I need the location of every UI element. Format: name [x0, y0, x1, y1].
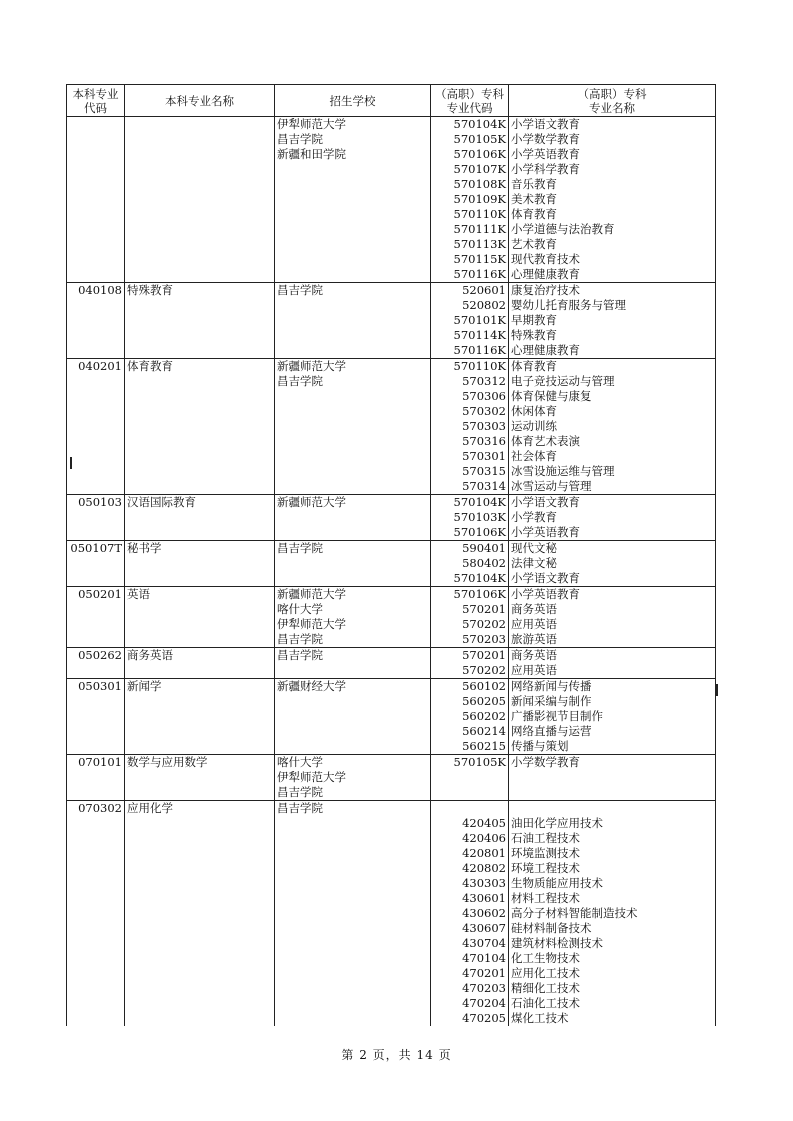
- school-name: 昌吉学院: [277, 283, 323, 297]
- vocational-name: 法律文秘: [511, 556, 557, 570]
- undergrad-name-cell: [125, 117, 275, 283]
- vocational-code-cell: [431, 648, 509, 679]
- vocational-name: 小学数学教育: [511, 755, 580, 769]
- vocational-name: 小学语文教育: [511, 495, 580, 509]
- vocational-code: 520601: [462, 283, 506, 297]
- page-footer: 第 2 页，共 14 页: [341, 1048, 452, 1062]
- vocational-name: 石油化工技术: [511, 996, 580, 1010]
- vocational-code: 570312: [462, 374, 506, 388]
- vocational-name: 体育保健与康复: [511, 389, 592, 403]
- undergrad-name-cell: [125, 755, 275, 801]
- vocational-code: 570106K: [453, 147, 506, 161]
- vocational-code: 570316: [462, 434, 506, 448]
- school-name: 昌吉学院: [277, 374, 323, 388]
- school-name: 喀什大学: [277, 602, 323, 616]
- vocational-code: 570104K: [453, 571, 506, 585]
- vocational-name: 康复治疗技术: [511, 283, 580, 297]
- school-cell: [275, 587, 431, 648]
- vocational-code: 570202: [462, 617, 506, 631]
- school-cell: [275, 117, 431, 283]
- school-name: 新疆师范大学: [277, 359, 346, 373]
- vocational-name: 社会体育: [511, 449, 557, 463]
- school-cell: [275, 801, 431, 1027]
- vocational-code: 570116K: [453, 267, 506, 281]
- vocational-name: 冰雪运动与管理: [511, 479, 592, 493]
- undergrad-name: [127, 117, 274, 132]
- vocational-code: 570301: [462, 449, 506, 463]
- vocational-name: 体育教育: [511, 207, 557, 221]
- vocational-name: 运动训练: [511, 419, 557, 433]
- vocational-name: 特殊教育: [511, 328, 557, 342]
- vocational-code: 570109K: [453, 192, 506, 206]
- vocational-name: 小学语文教育: [511, 117, 580, 131]
- school-name: 新疆和田学院: [277, 147, 346, 161]
- school-name: 伊犁师范大学: [277, 770, 346, 784]
- vocational-name-cell: [509, 359, 716, 495]
- table-row: [67, 541, 716, 587]
- vocational-name: 小学英语教育: [511, 147, 580, 161]
- vocational-name: 应用化工技术: [511, 966, 580, 980]
- undergrad-name-cell: [125, 359, 275, 495]
- undergrad-name: 数学与应用数学: [127, 755, 208, 769]
- vocational-name: 心理健康教育: [511, 267, 580, 281]
- undergrad-code-cell: [67, 587, 125, 648]
- undergrad-code: [67, 117, 122, 132]
- undergrad-code-cell: [67, 495, 125, 541]
- vocational-code: 570115K: [453, 252, 506, 266]
- vocational-code: 570201: [462, 602, 506, 616]
- vocational-name: 油田化学应用技术: [511, 816, 603, 830]
- vocational-code: 570106K: [453, 525, 506, 539]
- vocational-code: 420405: [462, 816, 506, 830]
- undergrad-name-cell: [125, 801, 275, 1027]
- vocational-code: 570201: [462, 648, 506, 662]
- vocational-name-cell: [509, 648, 716, 679]
- undergrad-code-cell: [67, 359, 125, 495]
- vocational-name: 休闲体育: [511, 404, 557, 418]
- vocational-code-cell: [431, 359, 509, 495]
- vocational-code: [431, 801, 506, 816]
- school-name: 昌吉学院: [277, 132, 323, 146]
- undergrad-name-cell: [125, 283, 275, 359]
- vocational-code-cell: [431, 541, 509, 587]
- vocational-code: 560202: [462, 709, 506, 723]
- vocational-name: 商务英语: [511, 648, 557, 662]
- vocational-name: 建筑材料检测技术: [511, 936, 603, 950]
- undergrad-code-cell: [67, 117, 125, 283]
- vocational-name: 网络直播与运营: [511, 724, 592, 738]
- table-row: [67, 755, 716, 801]
- vocational-name: 环境工程技术: [511, 861, 580, 875]
- vocational-name: 小学教育: [511, 510, 557, 524]
- undergrad-name: 秘书学: [127, 541, 162, 555]
- vocational-code: 430602: [462, 906, 506, 920]
- vocational-name-cell: [509, 541, 716, 587]
- vocational-name-cell: [509, 117, 716, 283]
- vocational-name: 硅材料制备技术: [511, 921, 592, 935]
- vocational-name: 商务英语: [511, 602, 557, 616]
- school-name: 伊犁师范大学: [277, 617, 346, 631]
- vocational-code: 430704: [462, 936, 506, 950]
- vocational-name: 艺术教育: [511, 237, 557, 251]
- vocational-code: 570113K: [453, 237, 506, 251]
- vocational-name-cell: [509, 679, 716, 755]
- vocational-code-cell: [431, 283, 509, 359]
- vocational-code: 420406: [462, 831, 506, 845]
- header-zcode: （高职）专科 专业代码: [431, 85, 509, 117]
- vocational-code: 560215: [462, 739, 506, 753]
- vocational-code: 570105K: [453, 132, 506, 146]
- table-row: [67, 648, 716, 679]
- vocational-code: 570314: [462, 479, 506, 493]
- vocational-name: 化工生物技术: [511, 951, 580, 965]
- vocational-code: 570203: [462, 632, 506, 646]
- undergrad-code: 050262: [78, 648, 122, 662]
- undergrad-code-cell: [67, 541, 125, 587]
- vocational-code: 560214: [462, 724, 506, 738]
- vocational-name: 网络新闻与传播: [511, 679, 592, 693]
- header-school: 招生学校: [275, 85, 431, 117]
- vocational-name: 旅游英语: [511, 632, 557, 646]
- vocational-name: 小学道德与法治教育: [511, 222, 615, 236]
- vocational-name: 小学英语教育: [511, 587, 580, 601]
- vocational-code: 470203: [462, 981, 506, 995]
- table-row: [67, 679, 716, 755]
- undergrad-name: 体育教育: [127, 359, 173, 373]
- undergrad-name: 新闻学: [127, 679, 162, 693]
- scan-mark: [70, 457, 72, 469]
- undergrad-code: 050201: [78, 587, 122, 601]
- vocational-name: 婴幼儿托育服务与管理: [511, 298, 626, 312]
- vocational-name: 冰雪设施运维与管理: [511, 464, 615, 478]
- undergrad-name-cell: [125, 587, 275, 648]
- vocational-name: 材料工程技术: [511, 891, 580, 905]
- school-cell: [275, 679, 431, 755]
- undergrad-code: 070302: [78, 801, 122, 815]
- undergrad-code-cell: [67, 679, 125, 755]
- vocational-name: 应用英语: [511, 617, 557, 631]
- vocational-code: 570103K: [453, 510, 506, 524]
- vocational-code: 570108K: [453, 177, 506, 191]
- school-name: 新疆财经大学: [277, 679, 346, 693]
- undergrad-code-cell: [67, 755, 125, 801]
- undergrad-name: 商务英语: [127, 648, 173, 662]
- vocational-code: 570116K: [453, 343, 506, 357]
- vocational-name: 早期教育: [511, 313, 557, 327]
- vocational-name: 美术教育: [511, 192, 557, 206]
- table-body: [67, 117, 716, 1027]
- vocational-code: 570106K: [453, 587, 506, 601]
- vocational-code: 570107K: [453, 162, 506, 176]
- undergrad-code: 050103: [78, 495, 122, 509]
- vocational-code: 470201: [462, 966, 506, 980]
- vocational-name: 传播与策划: [511, 739, 569, 753]
- vocational-code: 470205: [462, 1011, 506, 1025]
- scan-mark: [716, 684, 718, 696]
- vocational-name: 石油工程技术: [511, 831, 580, 845]
- undergrad-code: 050107T: [70, 541, 122, 555]
- majors-table: [66, 84, 716, 1026]
- vocational-name-cell: [509, 801, 716, 1027]
- undergrad-code: 070101: [78, 755, 122, 769]
- undergrad-name-cell: [125, 495, 275, 541]
- vocational-code: 430601: [462, 891, 506, 905]
- vocational-code: 590401: [462, 541, 506, 555]
- table-row: [67, 495, 716, 541]
- undergrad-code: 040201: [78, 359, 122, 373]
- school-name: 昌吉学院: [277, 801, 323, 815]
- vocational-name: 音乐教育: [511, 177, 557, 191]
- vocational-code: 570111K: [453, 222, 506, 236]
- school-cell: [275, 541, 431, 587]
- vocational-name: 小学语文教育: [511, 571, 580, 585]
- vocational-name: 体育艺术表演: [511, 434, 580, 448]
- vocational-code: 520802: [462, 298, 506, 312]
- vocational-code: 430607: [462, 921, 506, 935]
- school-name: 伊犁师范大学: [277, 117, 346, 131]
- table-row: [67, 587, 716, 648]
- vocational-code: 570306: [462, 389, 506, 403]
- vocational-name: 精细化工技术: [511, 981, 580, 995]
- vocational-code-cell: [431, 801, 509, 1027]
- undergrad-name-cell: [125, 679, 275, 755]
- vocational-name: 高分子材料智能制造技术: [511, 906, 638, 920]
- vocational-name: 现代教育技术: [511, 252, 580, 266]
- vocational-code: 570302: [462, 404, 506, 418]
- undergrad-name-cell: [125, 648, 275, 679]
- school-name: 昌吉学院: [277, 632, 323, 646]
- vocational-name-cell: [509, 755, 716, 801]
- vocational-code: 570202: [462, 663, 506, 677]
- vocational-name: 小学科学教育: [511, 162, 580, 176]
- vocational-code: 570303: [462, 419, 506, 433]
- vocational-code: 420802: [462, 861, 506, 875]
- school-name: 新疆师范大学: [277, 495, 346, 509]
- school-name: 昌吉学院: [277, 785, 323, 799]
- vocational-name: 小学英语教育: [511, 525, 580, 539]
- header-name: 本科专业名称: [125, 85, 275, 117]
- vocational-name: 现代文秘: [511, 541, 557, 555]
- vocational-code: 570104K: [453, 495, 506, 509]
- vocational-code: 560102: [462, 679, 506, 693]
- vocational-code: 420801: [462, 846, 506, 860]
- school-cell: [275, 495, 431, 541]
- table-header: [67, 85, 716, 117]
- school-cell: [275, 283, 431, 359]
- vocational-code: 570114K: [453, 328, 506, 342]
- school-cell: [275, 755, 431, 801]
- undergrad-name: 英语: [127, 587, 150, 601]
- school-name: 昌吉学院: [277, 541, 323, 555]
- vocational-name: 生物质能应用技术: [511, 876, 603, 890]
- school-name: 新疆师范大学: [277, 587, 346, 601]
- vocational-code: 430303: [462, 876, 506, 890]
- table-row: [67, 359, 716, 495]
- undergrad-code: 050301: [78, 679, 122, 693]
- vocational-code: 570104K: [453, 117, 506, 131]
- school-name: 昌吉学院: [277, 648, 323, 662]
- vocational-code: 560205: [462, 694, 506, 708]
- school-cell: [275, 648, 431, 679]
- vocational-code: 580402: [462, 556, 506, 570]
- undergrad-code: 040108: [78, 283, 122, 297]
- vocational-name: 电子竞技运动与管理: [511, 374, 615, 388]
- vocational-code: 570110K: [453, 207, 506, 221]
- vocational-code: 570315: [462, 464, 506, 478]
- table-row: [67, 801, 716, 1027]
- undergrad-code-cell: [67, 283, 125, 359]
- vocational-code: 570105K: [453, 755, 506, 769]
- header-zname: （高职）专科 专业名称: [509, 85, 716, 117]
- vocational-name: 小学数学教育: [511, 132, 580, 146]
- vocational-name: 新闻采编与制作: [511, 694, 592, 708]
- vocational-name: [511, 801, 715, 816]
- vocational-name-cell: [509, 587, 716, 648]
- vocational-code: 570101K: [453, 313, 506, 327]
- undergrad-name: 应用化学: [127, 801, 173, 815]
- vocational-code: 470104: [462, 951, 506, 965]
- vocational-code-cell: [431, 755, 509, 801]
- vocational-name: 体育教育: [511, 359, 557, 373]
- school-cell: [275, 359, 431, 495]
- vocational-code: 470204: [462, 996, 506, 1010]
- header-code: 本科专业 代码: [67, 85, 125, 117]
- vocational-name-cell: [509, 283, 716, 359]
- vocational-name-cell: [509, 495, 716, 541]
- table-row: [67, 283, 716, 359]
- school-name: 喀什大学: [277, 755, 323, 769]
- vocational-code-cell: [431, 587, 509, 648]
- undergrad-code-cell: [67, 801, 125, 1027]
- vocational-name: 广播影视节目制作: [511, 709, 603, 723]
- undergrad-name-cell: [125, 541, 275, 587]
- vocational-code-cell: [431, 679, 509, 755]
- vocational-code-cell: [431, 495, 509, 541]
- vocational-name: 环境监测技术: [511, 846, 580, 860]
- vocational-name: 煤化工技术: [511, 1011, 569, 1025]
- vocational-code: 570110K: [453, 359, 506, 373]
- undergrad-code-cell: [67, 648, 125, 679]
- table-row: [67, 117, 716, 283]
- vocational-code-cell: [431, 117, 509, 283]
- undergrad-name: 特殊教育: [127, 283, 173, 297]
- undergrad-name: 汉语国际教育: [127, 495, 196, 509]
- vocational-name: 应用英语: [511, 663, 557, 677]
- vocational-name: 心理健康教育: [511, 343, 580, 357]
